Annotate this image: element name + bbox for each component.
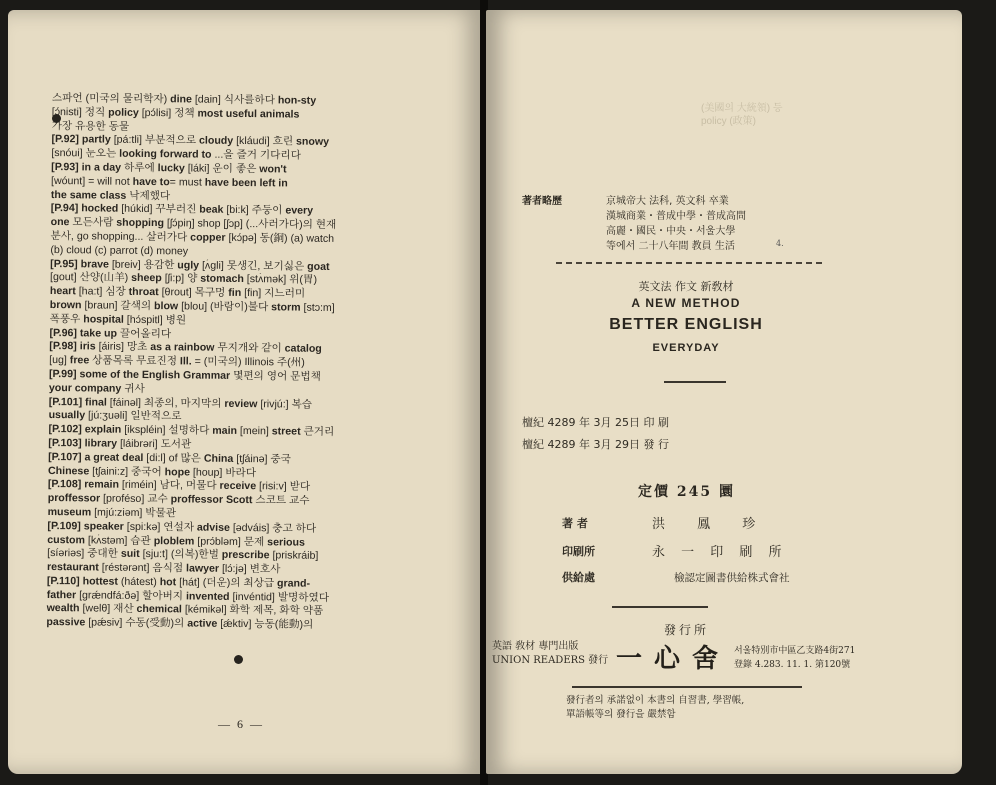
vocab-term: hocked bbox=[81, 202, 119, 216]
vocab-term: remain bbox=[84, 478, 120, 492]
vocab-gloss: 무지개와 같이 bbox=[214, 342, 285, 355]
vocab-gloss: [pɔ́lisi] 정책 bbox=[138, 106, 198, 120]
vocab-gloss: [stʌ́mək] 위(胃) bbox=[243, 273, 318, 287]
vocab-term: a great deal bbox=[84, 451, 144, 464]
vocab-term: have been left in bbox=[204, 176, 288, 190]
vocab-term: passive bbox=[46, 616, 86, 629]
vocab-term: hottest bbox=[82, 575, 119, 588]
vocab-gloss: [priskráib] bbox=[269, 549, 319, 563]
vocab-term: wealth bbox=[46, 602, 80, 615]
vocab-term: Chinese bbox=[47, 464, 90, 477]
vocab-gloss: [hɔ́spitl] 병원 bbox=[123, 313, 187, 327]
vocab-term: [P.107] bbox=[48, 450, 82, 464]
vocab-gloss: [ha:t] 심장 bbox=[75, 285, 129, 298]
vocab-term: won't bbox=[259, 163, 287, 176]
vocab-gloss: [proféso] 교수 bbox=[100, 492, 171, 506]
vocab-term: final bbox=[85, 395, 107, 409]
vocab-gloss: 하루에 bbox=[121, 161, 158, 175]
vocab-gloss: [tʃaini:z] 중국어 bbox=[89, 464, 165, 478]
vocab-gloss: [réstərənt] 음식점 bbox=[98, 561, 187, 575]
vocab-term: China bbox=[203, 452, 234, 465]
vocab-gloss: 폭풍우 bbox=[49, 312, 84, 326]
vocab-gloss: [húkid] 꾸부러진 bbox=[118, 203, 200, 216]
vocab-term: free bbox=[69, 354, 90, 367]
bullet-dot bbox=[234, 655, 243, 664]
vocab-gloss: [fáinəl] 최종의, 마지막의 bbox=[106, 396, 225, 410]
vocab-gloss: [ʃɔ́piŋ] shop [ʃɔp] (...사러가다)의 현재 bbox=[163, 217, 337, 232]
vocab-gloss: [jú:ʒuəli] 일반적으로 bbox=[85, 409, 182, 423]
vocab-term: main bbox=[212, 424, 238, 438]
vocab-gloss: [spi:kə] 연설자 bbox=[123, 520, 197, 534]
vocab-gloss: 스코트 교수 bbox=[252, 494, 310, 507]
vocab-gloss: [síəriəs] 중대한 bbox=[47, 547, 121, 561]
book-title-line-2: BETTER ENGLISH bbox=[609, 316, 763, 333]
vocab-term: suit bbox=[120, 548, 140, 561]
vocab-gloss: [welθ] 재산 bbox=[79, 602, 137, 616]
vocab-gloss: 모든사람 bbox=[69, 216, 117, 229]
vocab-gloss: [áiris] 망초 bbox=[95, 340, 151, 354]
vocab-term: father bbox=[46, 588, 77, 601]
vocab-term: copper bbox=[190, 231, 226, 244]
publisher-address: 서울特別市中區乙支路4街271 登錄 4.283. 11. 1. 第120號 bbox=[734, 646, 856, 670]
vocab-term: goat bbox=[307, 260, 330, 273]
vocab-gloss: [gout] 산양(山羊) bbox=[49, 271, 132, 285]
vocabulary-list bbox=[46, 92, 452, 634]
vocab-gloss: [láki] 운이 좋은 bbox=[184, 162, 260, 176]
vocab-term: fin bbox=[228, 287, 242, 300]
vocab-gloss: = must bbox=[169, 176, 205, 189]
print-date: 檀紀 4289 年 3月 25日 印 刷 bbox=[522, 416, 669, 429]
vocab-term: partly bbox=[81, 133, 111, 147]
vocab-term: beak bbox=[199, 203, 224, 217]
vocab-gloss: [di:l] of 많은 bbox=[143, 451, 204, 465]
author-name: 洪 鳳 珍 bbox=[652, 517, 770, 532]
vocab-gloss: [stɔ:m] bbox=[300, 301, 335, 314]
vocab-term: stomach bbox=[200, 272, 244, 286]
vocab-gloss: 스파언 (미국의 물리학자) bbox=[51, 92, 171, 106]
vocab-term: receive bbox=[219, 480, 257, 493]
vocab-term: [P.96] bbox=[49, 326, 78, 339]
vocab-term: grand- bbox=[277, 577, 311, 590]
issue-date: 檀紀 4289 年 3月 29日 發 行 bbox=[522, 438, 669, 451]
vocab-term: Ill. bbox=[179, 355, 192, 368]
vocab-gloss: [ʌ́gli] 못생긴, 보기싫은 bbox=[199, 259, 308, 273]
vocab-gloss: [pǽsiv] 수동(受動)의 bbox=[85, 616, 188, 630]
vocab-term: [P.94] bbox=[50, 202, 79, 215]
vocab-term: prescribe bbox=[221, 549, 270, 562]
vocab-gloss: [dain] 식사를하다 bbox=[191, 93, 278, 107]
vocab-term: looking forward to bbox=[119, 147, 212, 161]
vocab-term: snowy bbox=[296, 135, 330, 149]
vocab-term: lawyer bbox=[186, 562, 220, 575]
vocab-term: ugly bbox=[177, 258, 200, 272]
vocab-gloss: 상품목록 무료진정 bbox=[89, 354, 181, 368]
small-mark: 4. bbox=[776, 239, 784, 248]
vocab-gloss: [ǽktiv] 능동(能動)의 bbox=[217, 618, 314, 632]
vocab-gloss: 귀사 bbox=[121, 382, 145, 395]
vocab-term: most useful animals bbox=[197, 107, 300, 121]
vocab-gloss: [riméin] 남다, 머물다 bbox=[118, 479, 220, 493]
vocab-gloss: [tʃáinə] 중국 bbox=[233, 452, 291, 466]
vocab-term: lucky bbox=[157, 162, 185, 175]
vocab-term: usually bbox=[48, 409, 86, 422]
price: 定價 245 圜 bbox=[638, 484, 735, 500]
vocab-term: [P.93] bbox=[51, 160, 79, 174]
vocab-term: proffessor bbox=[47, 492, 101, 505]
vocab-gloss: 가장 유용한 동물 bbox=[51, 119, 130, 133]
vocab-term: chemical bbox=[136, 603, 182, 616]
vocab-gloss: [kémikəl] 화학 제목, 화학 약품 bbox=[181, 603, 324, 618]
vocab-line bbox=[46, 616, 446, 634]
vocab-gloss: [ug] bbox=[49, 354, 70, 367]
supplier-name: 檢認定圖書供給株式會社 bbox=[674, 572, 790, 584]
vocab-term: sheep bbox=[131, 272, 162, 285]
vocab-term: storm bbox=[271, 301, 301, 314]
publisher-name: 一心舍 bbox=[616, 644, 731, 674]
vocab-gloss: 큰거리 bbox=[300, 425, 335, 439]
vocab-term: [P.99] bbox=[48, 367, 77, 381]
vocab-term: active bbox=[187, 617, 218, 631]
subtitle: 英文法 作文 新敎材 bbox=[638, 280, 734, 293]
vocab-gloss: [bi:k] 주둥이 bbox=[223, 204, 286, 217]
vocab-gloss: [mein] bbox=[236, 425, 272, 438]
vocab-term: as a rainbow bbox=[150, 341, 215, 355]
vocab-term: in a day bbox=[81, 161, 122, 174]
dashed-divider bbox=[556, 262, 822, 264]
vocab-term: have to bbox=[132, 175, 170, 189]
vocab-gloss: = (미국의) Illinois 주(州) bbox=[191, 355, 305, 369]
vocab-term: speaker bbox=[83, 520, 124, 533]
publisher-label: 發行所 bbox=[664, 623, 710, 637]
vocab-gloss: [lɔ́:jə] 변호사 bbox=[218, 562, 281, 576]
vocab-term: [P.98] bbox=[49, 340, 77, 353]
vocab-gloss: [risi:v] 받다 bbox=[256, 480, 311, 494]
vocab-term: explain bbox=[84, 423, 122, 436]
publisher-tagline: 英語 敎材 專門出版 UNION READERS 發行 bbox=[492, 641, 609, 666]
vocab-term: throat bbox=[128, 285, 159, 299]
vocab-gloss: (hátest) bbox=[117, 575, 160, 589]
divider-rule bbox=[612, 606, 708, 608]
vocab-term: hope bbox=[164, 465, 191, 478]
vocab-gloss: 낙제했다 bbox=[126, 189, 171, 202]
vocab-term: hot bbox=[159, 576, 177, 589]
vocab-term: heart bbox=[49, 285, 76, 298]
vocab-gloss: 분사, go shopping... 살러가다 bbox=[50, 229, 191, 244]
vocab-term: [P.101] bbox=[48, 395, 83, 408]
vocab-gloss: [prɔ́bləm] 문제 bbox=[194, 535, 268, 548]
vocab-gloss: [houp] 바라다 bbox=[189, 465, 257, 479]
vocab-term: [P.109] bbox=[47, 519, 81, 533]
vocab-term: serious bbox=[267, 535, 305, 549]
vocab-term: [P.103] bbox=[48, 436, 82, 450]
vocab-term: catalog bbox=[284, 342, 322, 356]
vocab-gloss: [sju:t] (의복)한벌 bbox=[139, 548, 222, 562]
vocab-term: shopping bbox=[116, 216, 165, 230]
vocab-gloss: [fin] 지느러미 bbox=[241, 287, 306, 300]
vocab-term: dine bbox=[170, 93, 193, 106]
vocab-gloss: [kɔ́pə] 동(銅) (a) watch bbox=[225, 231, 335, 245]
vocab-term: brave bbox=[80, 257, 109, 271]
faint-bleed-text: (美國의 大統領) 등 policy (政策) bbox=[701, 103, 783, 127]
divider-rule bbox=[572, 686, 802, 688]
vocab-term: custom bbox=[47, 533, 86, 546]
copyright-notice: 發行者의 承諾없이 本書의 自習書, 學習帳, 單語帳等의 發行을 嚴禁함 bbox=[566, 695, 745, 720]
vocab-gloss: ...을 즐거 기다리다 bbox=[211, 148, 301, 162]
printer-label: 印刷所 bbox=[562, 545, 595, 558]
vocab-gloss: [blou] (바람이)불다 bbox=[178, 300, 272, 314]
vocab-gloss: [wóunt] = will not bbox=[51, 174, 133, 188]
vocab-gloss: [invéntid] 발명하였다 bbox=[229, 590, 330, 604]
vocab-gloss: [grǽndfá:ðə] 할아버지 bbox=[76, 588, 187, 603]
vocab-term: hon-sty bbox=[277, 94, 317, 107]
printer-name: 永 一 印 刷 所 bbox=[652, 545, 788, 560]
vocab-term: review bbox=[224, 397, 258, 410]
vocab-gloss: [braun] 갈색의 bbox=[81, 299, 155, 313]
vocab-term: advise bbox=[196, 521, 230, 534]
vocab-term: proffessor Scott bbox=[170, 493, 253, 507]
vocab-term: iris bbox=[79, 340, 96, 353]
vocab-gloss: 끌어올리다 bbox=[116, 327, 172, 340]
vocab-term: [P.102] bbox=[48, 423, 82, 436]
vocab-gloss: [breiv] 용감한 bbox=[108, 258, 178, 271]
vocab-term: [P.95] bbox=[50, 257, 78, 270]
author-history-text: 京城帝大 法科, 英文科 卒業 漢城商業・普成中學・普成高問 高麗・國民・中央・서울大學 等에서 二十八年間 教員 生活 bbox=[606, 196, 746, 252]
vocab-gloss: [hát] (더운)의 최상급 bbox=[176, 576, 278, 590]
vocab-gloss: (b) cloud (c) parrot (d) money bbox=[50, 243, 189, 258]
vocab-term: your company bbox=[48, 381, 122, 395]
right-page bbox=[486, 10, 962, 774]
vocab-term: every bbox=[285, 204, 314, 218]
vocab-term: [P.92] bbox=[51, 133, 80, 146]
vocab-term: hospital bbox=[83, 313, 124, 326]
supplier-label: 供給處 bbox=[562, 571, 595, 584]
vocab-gloss: [láibrəri] 도서관 bbox=[116, 437, 192, 451]
vocab-gloss: [ikspléin] 설명하다 bbox=[121, 423, 213, 437]
vocab-gloss: [pá:tli] 부분적으로 bbox=[110, 134, 200, 147]
vocab-gloss: [ɔ́nisti] 정직 bbox=[51, 105, 109, 119]
vocab-term: [P.110] bbox=[46, 574, 80, 588]
divider-rule bbox=[664, 381, 726, 383]
vocab-term: one bbox=[50, 216, 70, 229]
vocab-term: cloudy bbox=[198, 134, 234, 148]
vocab-gloss: [ədváis] 충고 하다 bbox=[229, 521, 317, 535]
vocab-gloss: [ʃi:p] 양 bbox=[161, 272, 201, 285]
vocab-gloss: [kláudi] 흐린 bbox=[233, 135, 297, 148]
vocab-gloss: [θrout] 목구멍 bbox=[158, 286, 229, 300]
vocab-term: take up bbox=[79, 326, 118, 340]
vocab-term: policy bbox=[108, 106, 139, 119]
vocab-term: some of the English Grammar bbox=[79, 368, 231, 382]
author-history-label: 著者略歷 bbox=[522, 196, 562, 207]
vocab-gloss: 몇편의 영어 문법책 bbox=[230, 369, 321, 383]
page-number: — 6 — bbox=[218, 717, 264, 731]
book-title-line-3: EVERYDAY bbox=[652, 342, 720, 354]
vocab-term: street bbox=[271, 425, 301, 438]
vocab-term: brown bbox=[49, 298, 82, 312]
author-label: 著 者 bbox=[562, 517, 588, 530]
left-page bbox=[8, 10, 482, 774]
vocab-gloss: [mjú:ziəm] 박물관 bbox=[91, 506, 177, 520]
vocab-term: museum bbox=[47, 505, 92, 519]
vocab-term: library bbox=[84, 437, 118, 450]
vocab-gloss: [snóui] 눈오는 bbox=[51, 147, 120, 160]
vocab-term: the same class bbox=[50, 188, 127, 202]
vocab-gloss: [rivjú:] 복습 bbox=[257, 397, 313, 411]
vocab-term: [P.108] bbox=[47, 478, 82, 491]
book-title-line-1: A NEW METHOD bbox=[631, 296, 741, 310]
vocab-term: ploblem bbox=[153, 534, 195, 548]
vocab-term: blow bbox=[153, 300, 179, 313]
vocab-gloss: [kʌ́stəm] 습관 bbox=[84, 533, 154, 547]
vocab-term: restaurant bbox=[46, 561, 99, 574]
vocab-term: invented bbox=[185, 590, 230, 603]
